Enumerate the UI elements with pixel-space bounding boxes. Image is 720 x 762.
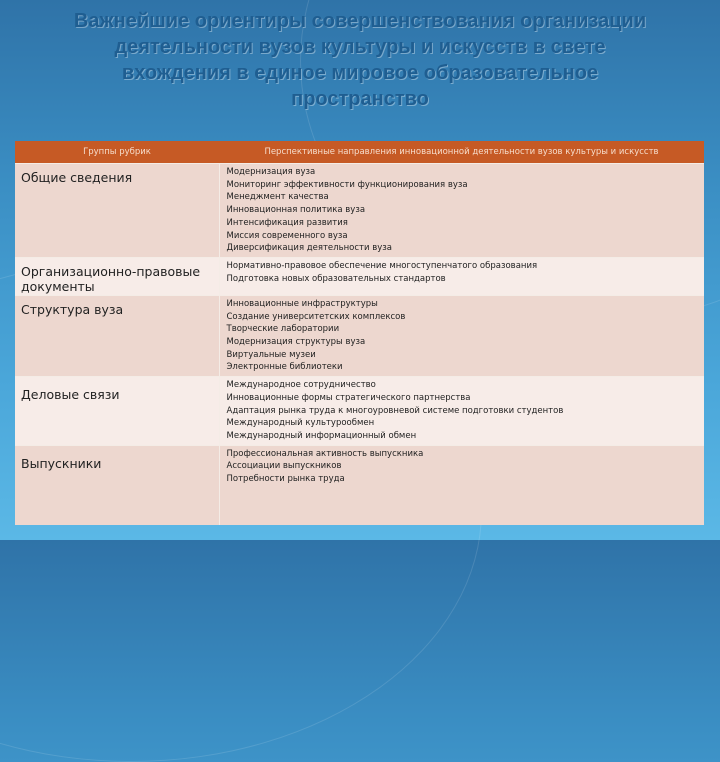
list-item: Инновационные формы стратегического партнерства [226, 392, 471, 403]
list-item: Мониторинг эффективности функционирования вуза [226, 179, 468, 190]
list-item: Интенсификация развития [226, 217, 348, 228]
list-item: Электронные библиотеки [226, 362, 343, 373]
list-item: Международный культурообмен [226, 418, 375, 429]
list-item: Миссия современного вуза [226, 230, 348, 241]
list-item: Инновационная политика вуза [226, 205, 366, 216]
row-group: Структура вуза [15, 295, 219, 376]
list-item: Международный информационный обмен [226, 430, 417, 441]
row-group: Выпускники [15, 445, 219, 525]
list-item: Виртуальные музеи [226, 349, 316, 360]
list-item: Модернизация вуза [226, 167, 316, 177]
list-item: Потребности рынка труда [226, 474, 345, 485]
list-item: Адаптация рынка труда к многоуровневой системе подготовки студентов [226, 405, 564, 416]
table-row [15, 164, 704, 258]
slide-title [0, 8, 720, 112]
row-group: Деловые связи [15, 377, 219, 446]
table-row [15, 445, 704, 525]
row-group: Общие сведения [15, 164, 219, 258]
row-items [219, 164, 704, 258]
list-item: Модернизация структуры вуза [226, 337, 366, 348]
row-items [219, 295, 704, 376]
title-line: вхождения в единое мировое образовательное [121, 62, 599, 84]
list-item: Создание университетских комплексов [226, 311, 406, 322]
table-row [15, 257, 704, 295]
list-item: Менеджмент качества [226, 192, 329, 203]
rubric-table [15, 141, 704, 525]
title-line: Важнейшие ориентиры совершенствования организации [73, 10, 647, 32]
list-item: Инновационные инфраструктуры [226, 298, 378, 309]
list-item: Профессиональная активность выпускника [226, 448, 424, 459]
row-items [219, 257, 704, 295]
list-item: Диверсификация деятельности вуза [226, 243, 392, 254]
title-line: пространство [291, 88, 429, 110]
header-directions: Перспективные направления инновационной деятельности вузов культуры и искусств [219, 141, 704, 164]
list-item: Творческие лаборатории [226, 324, 340, 335]
list-item: Подготовка новых образовательных стандартов [226, 273, 446, 284]
table-header-row [15, 141, 704, 164]
row-group: Организационно-правовые документы [15, 257, 219, 295]
list-item: Международное сотрудничество [226, 380, 376, 391]
table-row [15, 377, 704, 446]
list-item: Ассоциации выпускников [226, 461, 342, 472]
table-row [15, 295, 704, 376]
list-item: Нормативно-правовое обеспечение многоступенчатого образования [226, 260, 538, 271]
title-line: деятельности вузов культуры и искусств в свете [114, 36, 606, 58]
header-groups: Группы рубрик [15, 141, 219, 164]
row-items [219, 377, 704, 446]
row-items [219, 445, 704, 525]
